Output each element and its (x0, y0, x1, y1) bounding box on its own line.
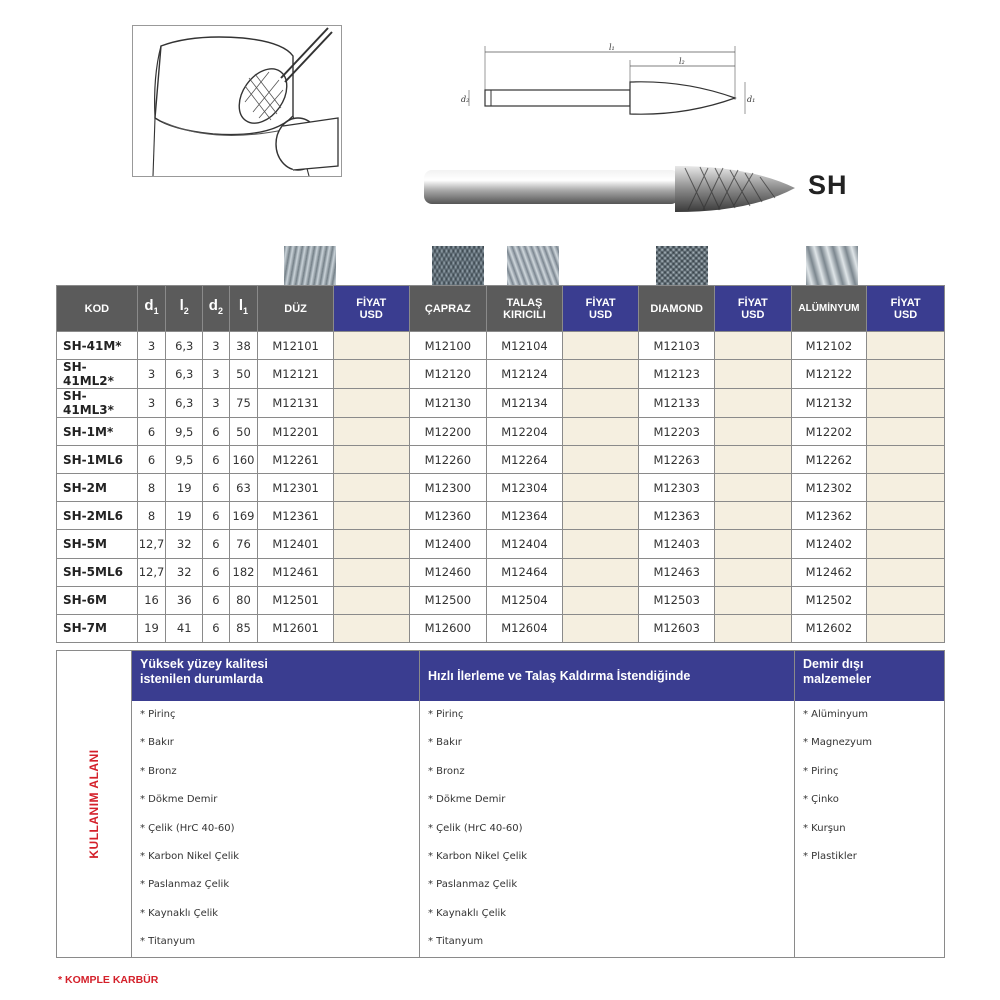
cell-fiyat-usd-1 (333, 360, 409, 389)
d1-label: d₁ (747, 95, 756, 104)
usage-column-title: Yüksek yüzey kalitesi istenilen durumlarda (132, 651, 419, 701)
cell-diamond: M12303 (639, 474, 715, 502)
usage-list-item: * Çelik (HrC 40-60) (428, 822, 523, 834)
cell-fiyat-usd-1 (333, 474, 409, 502)
header-duz: DÜZ (258, 286, 334, 332)
usage-column-fast-feed (420, 651, 795, 957)
cell-fiyat-usd-3 (715, 360, 792, 389)
cell-fiyat-usd-4 (867, 502, 945, 530)
cell-diamond: M12123 (639, 360, 715, 389)
cell-fiyat-usd-4 (867, 360, 945, 389)
cell-d2: 3 (203, 360, 230, 389)
cell-l2: 19 (166, 474, 203, 502)
cell-fiyat-usd-3 (715, 614, 792, 642)
table-row (57, 530, 945, 558)
cell-kod: SH-6M (57, 586, 138, 614)
cell-d1: 3 (137, 389, 166, 418)
cell-duz: M12121 (258, 360, 334, 389)
usage-column-title: Hızlı İlerleme ve Talaş Kaldırma İstendiğinde (420, 651, 794, 701)
cell-l2: 32 (166, 558, 203, 586)
usage-side-label: KULLANIM ALANI (87, 749, 101, 859)
cell-aluminyum: M12602 (791, 614, 867, 642)
usage-sketch-illustration (132, 25, 342, 177)
usage-list-item: * Bronz (140, 765, 177, 777)
table-row (57, 389, 945, 418)
cell-fiyat-usd-1 (333, 558, 409, 586)
cell-d1: 8 (137, 502, 166, 530)
cell-d1: 8 (137, 474, 166, 502)
usage-list-item: * Çinko (803, 794, 839, 806)
cell-fiyat-usd-4 (867, 389, 945, 418)
cell-diamond: M12203 (639, 418, 715, 446)
cell-aluminyum: M12302 (791, 474, 867, 502)
cell-d1: 19 (137, 614, 166, 642)
cell-talas-kiricili: M12124 (487, 360, 563, 389)
cell-l1: 182 (229, 558, 258, 586)
cell-l2: 19 (166, 502, 203, 530)
cell-kod: SH-5ML6 (57, 558, 138, 586)
cell-l1: 50 (229, 418, 258, 446)
header-fiyat-usd-4: FİYAT USD (867, 286, 945, 332)
cell-d1: 16 (137, 586, 166, 614)
cell-aluminyum: M12462 (791, 558, 867, 586)
cell-talas-kiricili: M12104 (487, 332, 563, 360)
cell-duz: M12201 (258, 418, 334, 446)
cell-kod: SH-1ML6 (57, 446, 138, 474)
cell-l1: 80 (229, 586, 258, 614)
cell-talas-kiricili: M12604 (487, 614, 563, 642)
cell-fiyat-usd-3 (715, 389, 792, 418)
cell-fiyat-usd-2 (562, 558, 639, 586)
usage-column-title: Demir dışı malzemeler (795, 651, 944, 701)
cell-l1: 50 (229, 360, 258, 389)
header-fiyat-usd-2: FİYAT USD (562, 286, 639, 332)
cell-diamond: M12133 (639, 389, 715, 418)
header-fiyat-usd-3: FİYAT USD (715, 286, 792, 332)
cell-fiyat-usd-1 (333, 389, 409, 418)
usage-list-item: * Titanyum (140, 936, 196, 948)
cell-talas-kiricili: M12304 (487, 474, 563, 502)
cell-capraz: M12100 (409, 332, 487, 360)
cell-fiyat-usd-4 (867, 530, 945, 558)
usage-list-item: * Bakır (140, 737, 174, 749)
d2-label: d₂ (461, 95, 470, 104)
cell-fiyat-usd-3 (715, 502, 792, 530)
usage-list-item: * Bakır (428, 737, 462, 749)
cell-fiyat-usd-1 (333, 418, 409, 446)
usage-list (420, 701, 794, 967)
usage-list-item: * Kaynaklı Çelik (428, 907, 507, 919)
header-fiyat-usd-1: FİYAT USD (333, 286, 409, 332)
cell-aluminyum: M12402 (791, 530, 867, 558)
cell-l1: 63 (229, 474, 258, 502)
cell-d1: 12,7 (137, 530, 166, 558)
cell-d2: 6 (203, 586, 230, 614)
table-row (57, 332, 945, 360)
cell-fiyat-usd-4 (867, 586, 945, 614)
cell-duz: M12131 (258, 389, 334, 418)
cell-fiyat-usd-3 (715, 446, 792, 474)
cell-capraz: M12130 (409, 389, 487, 418)
cell-diamond: M12463 (639, 558, 715, 586)
cell-fiyat-usd-3 (715, 474, 792, 502)
usage-list-item: * Dökme Demir (140, 794, 218, 806)
cell-capraz: M12500 (409, 586, 487, 614)
header-l1: $l_1$ (229, 286, 258, 332)
cell-talas-kiricili: M12404 (487, 530, 563, 558)
cell-fiyat-usd-4 (867, 558, 945, 586)
cell-fiyat-usd-2 (562, 530, 639, 558)
cell-fiyat-usd-2 (562, 389, 639, 418)
cell-l1: 160 (229, 446, 258, 474)
usage-list (132, 701, 419, 967)
cell-fiyat-usd-1 (333, 614, 409, 642)
usage-list-item: * Bronz (428, 765, 465, 777)
usage-list-item: * Pirinç (428, 709, 464, 720)
header-kod: KOD (57, 286, 138, 332)
usage-area (56, 650, 945, 958)
table-row (57, 502, 945, 530)
cell-aluminyum: M12362 (791, 502, 867, 530)
cell-fiyat-usd-2 (562, 418, 639, 446)
aluminyum-cut-swatch (806, 246, 858, 286)
cell-fiyat-usd-4 (867, 474, 945, 502)
cell-l1: 38 (229, 332, 258, 360)
cell-duz: M12301 (258, 474, 334, 502)
product-photo (420, 160, 800, 216)
usage-list-item: * Çelik (HrC 40-60) (140, 822, 235, 834)
usage-list-item: * Kaynaklı Çelik (140, 907, 219, 919)
table-row (57, 614, 945, 642)
cell-diamond: M12363 (639, 502, 715, 530)
cell-diamond: M12403 (639, 530, 715, 558)
cell-aluminyum: M12132 (791, 389, 867, 418)
cell-fiyat-usd-2 (562, 502, 639, 530)
usage-column-non-ferrous (795, 651, 944, 957)
cell-d2: 6 (203, 418, 230, 446)
header-d1: $d_1$ (137, 286, 166, 332)
usage-list-item: * Pirinç (140, 709, 176, 720)
header-diamond: DIAMOND (639, 286, 715, 332)
cell-d1: 12,7 (137, 558, 166, 586)
cell-duz: M12601 (258, 614, 334, 642)
table-row (57, 360, 945, 389)
cell-fiyat-usd-1 (333, 586, 409, 614)
cell-d1: 3 (137, 360, 166, 389)
usage-list-item: * Karbon Nikel Çelik (140, 850, 240, 862)
cell-l2: 9,5 (166, 418, 203, 446)
usage-list-item: * Pirinç (803, 765, 839, 777)
duz-cut-swatch (284, 246, 336, 286)
cell-kod: SH-41ML3* (57, 389, 138, 418)
cell-capraz: M12300 (409, 474, 487, 502)
cell-kod: SH-2M (57, 474, 138, 502)
cell-duz: M12401 (258, 530, 334, 558)
l1-label: l₁ (609, 43, 615, 52)
usage-list-item: * Magnezyum (803, 737, 873, 749)
cell-l2: 9,5 (166, 446, 203, 474)
cell-fiyat-usd-2 (562, 474, 639, 502)
cell-duz: M12261 (258, 446, 334, 474)
cell-fiyat-usd-1 (333, 502, 409, 530)
cell-duz: M12461 (258, 558, 334, 586)
burr-in-use-drawing (133, 26, 341, 176)
cell-talas-kiricili: M12204 (487, 418, 563, 446)
table-body (57, 332, 945, 643)
usage-list (795, 701, 944, 881)
table-row (57, 474, 945, 502)
capraz-cut-swatch (432, 246, 484, 286)
usage-column-surface-quality (132, 651, 420, 957)
cell-duz: M12361 (258, 502, 334, 530)
cell-fiyat-usd-3 (715, 586, 792, 614)
cell-talas-kiricili: M12364 (487, 502, 563, 530)
cell-d2: 6 (203, 530, 230, 558)
dimension-drawing (455, 40, 765, 130)
product-code-title: SH (808, 170, 848, 200)
usage-list-item: * Plastikler (803, 850, 857, 862)
usage-list-item: * Alüminyum (803, 709, 868, 720)
cell-fiyat-usd-2 (562, 332, 639, 360)
cell-capraz: M12120 (409, 360, 487, 389)
cell-diamond: M12103 (639, 332, 715, 360)
cell-l1: 169 (229, 502, 258, 530)
cell-d2: 3 (203, 389, 230, 418)
usage-side-panel (57, 651, 132, 957)
talas-cut-swatch (507, 246, 559, 286)
cell-d1: 3 (137, 332, 166, 360)
cell-l2: 6,3 (166, 389, 203, 418)
cell-aluminyum: M12262 (791, 446, 867, 474)
usage-list-item: * Titanyum (428, 936, 484, 948)
cell-fiyat-usd-4 (867, 446, 945, 474)
cell-fiyat-usd-4 (867, 332, 945, 360)
cell-duz: M12101 (258, 332, 334, 360)
cell-capraz: M12600 (409, 614, 487, 642)
cell-d2: 6 (203, 558, 230, 586)
table-row (57, 418, 945, 446)
usage-list-item: * Dökme Demir (428, 794, 506, 806)
cell-kod: SH-1M* (57, 418, 138, 446)
cell-kod: SH-2ML6 (57, 502, 138, 530)
cell-talas-kiricili: M12464 (487, 558, 563, 586)
cell-capraz: M12400 (409, 530, 487, 558)
cell-diamond: M12263 (639, 446, 715, 474)
cell-kod: SH-5M (57, 530, 138, 558)
table-row (57, 446, 945, 474)
cell-capraz: M12460 (409, 558, 487, 586)
cell-fiyat-usd-1 (333, 530, 409, 558)
cell-kod: SH-7M (57, 614, 138, 642)
usage-list-item: * Paslanmaz Çelik (428, 879, 518, 891)
cell-fiyat-usd-4 (867, 614, 945, 642)
cell-fiyat-usd-3 (715, 332, 792, 360)
cell-fiyat-usd-2 (562, 586, 639, 614)
cell-diamond: M12603 (639, 614, 715, 642)
cell-diamond: M12503 (639, 586, 715, 614)
cell-l2: 6,3 (166, 332, 203, 360)
cell-fiyat-usd-3 (715, 418, 792, 446)
cell-duz: M12501 (258, 586, 334, 614)
cell-capraz: M12360 (409, 502, 487, 530)
cell-l1: 85 (229, 614, 258, 642)
table-header-row (57, 286, 945, 332)
cell-kod: SH-41M* (57, 332, 138, 360)
cell-talas-kiricili: M12134 (487, 389, 563, 418)
header-l2: $l_2$ (166, 286, 203, 332)
cell-aluminyum: M12102 (791, 332, 867, 360)
cell-d1: 6 (137, 446, 166, 474)
cell-fiyat-usd-1 (333, 332, 409, 360)
table-row (57, 558, 945, 586)
cell-l1: 75 (229, 389, 258, 418)
cell-capraz: M12200 (409, 418, 487, 446)
cell-d2: 6 (203, 474, 230, 502)
cell-fiyat-usd-3 (715, 530, 792, 558)
cell-fiyat-usd-3 (715, 558, 792, 586)
cell-aluminyum: M12502 (791, 586, 867, 614)
cell-d1: 6 (137, 418, 166, 446)
cell-d2: 6 (203, 502, 230, 530)
cell-fiyat-usd-2 (562, 360, 639, 389)
header-d2: $d_2$ (203, 286, 230, 332)
usage-list-item: * Kurşun (803, 822, 846, 834)
cell-talas-kiricili: M12504 (487, 586, 563, 614)
spec-table (56, 285, 945, 643)
usage-list-item: * Karbon Nikel Çelik (428, 850, 528, 862)
cell-l2: 6,3 (166, 360, 203, 389)
cell-fiyat-usd-4 (867, 418, 945, 446)
diamond-cut-swatch (656, 246, 708, 286)
cell-d2: 6 (203, 614, 230, 642)
cell-d2: 6 (203, 446, 230, 474)
table-row (57, 586, 945, 614)
cell-aluminyum: M12202 (791, 418, 867, 446)
footnote: * KOMPLE KARBÜR (58, 974, 159, 986)
cell-kod: SH-41ML2* (57, 360, 138, 389)
cell-fiyat-usd-2 (562, 614, 639, 642)
cell-l2: 32 (166, 530, 203, 558)
cell-capraz: M12260 (409, 446, 487, 474)
l2-label: l₂ (679, 57, 685, 66)
cell-talas-kiricili: M12264 (487, 446, 563, 474)
cell-l1: 76 (229, 530, 258, 558)
header-talas-kiricili: TALAŞ KIRICILI (487, 286, 563, 332)
cell-l2: 41 (166, 614, 203, 642)
cell-fiyat-usd-1 (333, 446, 409, 474)
cell-fiyat-usd-2 (562, 446, 639, 474)
usage-list-item: * Paslanmaz Çelik (140, 879, 230, 891)
cell-aluminyum: M12122 (791, 360, 867, 389)
cell-d2: 3 (203, 332, 230, 360)
header-capraz: ÇAPRAZ (409, 286, 487, 332)
cell-l2: 36 (166, 586, 203, 614)
header-aluminyum: ALÜMİNYUM (791, 286, 867, 332)
